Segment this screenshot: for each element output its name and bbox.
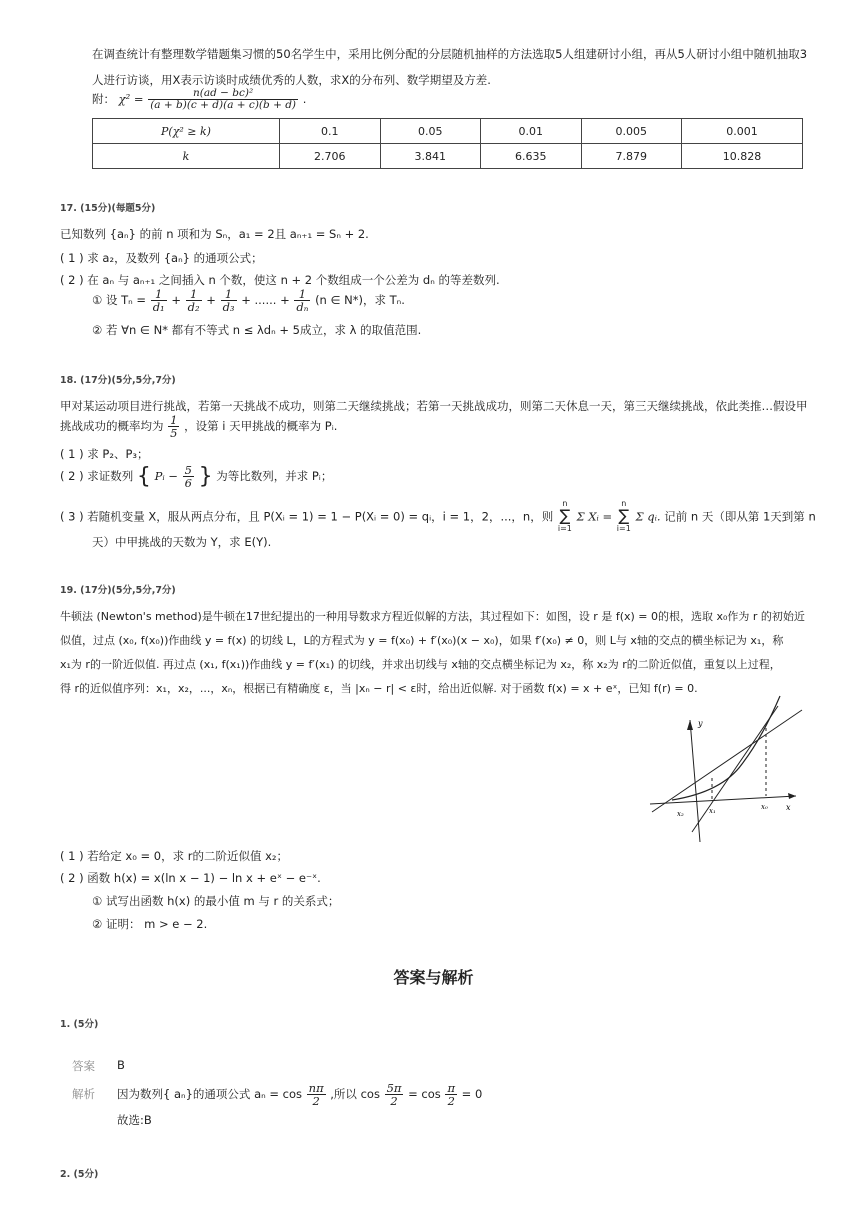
x2-label: x₂ [677, 810, 684, 818]
table-header-k: k [93, 144, 280, 169]
q18-frac: $\frac{1}{5}$ [170, 413, 178, 441]
q17-plus: + [206, 293, 216, 308]
table-cell: 0.001 [682, 119, 803, 144]
table-cell: 2.706 [280, 144, 381, 169]
table-cell: 6.635 [481, 144, 582, 169]
q19-stem-4: 得 r的近似值序列：x₁，x₂，...，xₙ，根据已有精确度 ε，当 |xₙ − r| < ε时，给出近似解. 对于函数 f(x) = x + eˣ，已知 f(r) = 0. [60, 682, 698, 695]
answer-value: B [117, 1058, 125, 1072]
q19-stem-2: 似值，过点 (x₀, f(x₀))作曲线 y = f(x) 的切线 L，L的方程式为 y = f(x₀) + f′(x₀)(x − x₀)，如果 f′(x₀) ≠ 0，则 L与 x轴的交点的横坐标记为 x₁，称 [60, 634, 784, 647]
q18-stem-1: 甲对某运动项目进行挑战，若第一天挑战不成功，则第二天继续挑战；若第一天挑战成功，则第二天休息一天，第三天继续挑战，依此类推…假设甲 [60, 399, 808, 413]
x1-label: x₁ [709, 807, 716, 815]
x-axis-arrow-icon [788, 793, 796, 799]
q19-stem-1: 牛顿法 (Newton's method)是牛顿在17世纪提出的一种用导数求方程近似解的方法，其过程如下：如图，设 r 是 f(x) = 0的根，选取 x₀作为 r 的初始近 [60, 610, 805, 623]
q17-frac: $\frac{1}{\text{d₁}}$ [152, 287, 165, 315]
answer-1-header: 1. (5分) [60, 1019, 99, 1030]
sum-limits: n ∑ i=1 [616, 499, 631, 534]
table-cell: 3.841 [380, 144, 481, 169]
analysis-pre: 因为数列{ aₙ}的通项公式 aₙ = cos [117, 1087, 302, 1102]
q17-stem: 已知数列 {aₙ} 的前 n 项和为 Sₙ，a₁ = 2且 aₙ₊₁ = Sₙ + 2. [60, 227, 369, 241]
formula-denominator: (a + b)(c + d)(a + c)(b + d) [150, 99, 297, 112]
table-cell: 0.005 [581, 119, 682, 144]
q18-p2-inner: Pᵢ − [154, 469, 178, 484]
q18-p2-post: 为等比数列，并求 Pᵢ； [216, 469, 333, 484]
analysis-label: 解析 [72, 1087, 95, 1101]
analysis-end: = 0 [461, 1087, 483, 1102]
q18-stem2-post: ，设第 i 天甲挑战的概率为 Pᵢ. [184, 419, 338, 434]
q18-stem-2 [60, 414, 337, 439]
table-cell: 0.1 [280, 119, 381, 144]
q18-p3-pre: ( 3 ) 若随机变量 X，服从两点分布，且 P(Xᵢ = 1) = 1 − P(Xᵢ = 0) = qᵢ，i = 1，2，...，n，则 [60, 509, 554, 524]
brace-close-icon: } [198, 464, 213, 490]
table-cell: 7.879 [581, 144, 682, 169]
intro-line-1: 在调查统计有整理数学错题集习惯的50名学生中，采用比例分配的分层随机抽样的方法选取5人组建研讨小组，再从5人研讨小组中随机抽取3 [92, 47, 808, 61]
intro-line-2: 人进行访谈，用X表示访谈时成绩优秀的人数，求X的分布列、数学期望及方差. [92, 73, 491, 87]
q18-sum1: Σ Xᵢ = [576, 509, 613, 524]
answer-label: 答案 [72, 1059, 95, 1073]
q17-part-1: ( 1 ) 求 a₂，及数列 {aₙ} 的通项公式； [60, 251, 263, 265]
analysis-frac: $\frac{\pi}{2}$ [447, 1081, 456, 1109]
q18-part-2 [60, 464, 332, 489]
formula-numerator: n(ad − bc)² [148, 88, 298, 100]
q19-part-2: ( 2 ) 函数 h(x) = x(ln x − 1) − ln x + eˣ − e⁻ˣ. [60, 871, 321, 885]
q18-part-1: ( 1 ) 求 P₂、P₃； [60, 447, 149, 461]
table-row [93, 119, 803, 144]
q18-sum2: Σ qᵢ. [635, 509, 661, 524]
table-cell: 10.828 [682, 144, 803, 169]
q17-frac: $\frac{1}{\text{d₃}}$ [222, 287, 235, 315]
analysis-frac: $\frac{5\pi}{2}$ [386, 1081, 402, 1109]
x0-label: x₀ [761, 803, 768, 811]
answers-title: 答案与解析 [393, 968, 474, 987]
x-label: x [786, 803, 791, 812]
analysis-frac: $\frac{n\pi}{2}$ [308, 1081, 324, 1109]
tangent-line-1 [692, 706, 778, 832]
q17-sub-2: ② 若 ∀n ∈ N* 都有不等式 n ≤ λdₙ + 5成立，求 λ 的取值范围. [92, 323, 422, 337]
chi-square-formula [92, 88, 306, 111]
table-cell: 0.01 [481, 119, 582, 144]
analysis-choose: 故选:B [117, 1113, 152, 1127]
appendix-label: 附： [92, 92, 115, 107]
y-label: y [698, 719, 703, 728]
q17-plus: + [171, 293, 181, 308]
q17-part-2: ( 2 ) 在 aₙ 与 aₙ₊₁ 之间插入 n 个数，使这 n + 2 个数组成一个公差为 dₙ 的等差数列. [60, 273, 500, 287]
q17-sub1-post: (n ∈ N*)，求 Tₙ. [315, 293, 405, 308]
q18-frac: $\frac{5}{6}$ [184, 463, 192, 491]
q18-header: 18. (17分)(5分,5分,7分) [60, 375, 176, 386]
answer-2-header: 2. (5分) [60, 1169, 99, 1180]
formula-fraction [148, 88, 298, 111]
analysis-text [117, 1082, 482, 1107]
q19-sub-2: ② 证明： m > e − 2. [92, 917, 208, 931]
brace-open-icon: { [136, 464, 151, 490]
table-header-p: P(χ² ≥ k) [93, 119, 280, 144]
q17-header: 17. (15分)(每题5分) [60, 203, 156, 214]
y-axis-arrow-icon [687, 720, 693, 730]
x-axis [650, 796, 796, 804]
newton-method-figure [640, 692, 810, 844]
q19-part-1: ( 1 ) 若给定 x₀ = 0，求 r的二阶近似值 x₂； [60, 849, 289, 863]
analysis-eq: = cos [408, 1087, 441, 1102]
curve [672, 696, 780, 800]
q17-frac: $\frac{1}{\text{d₂}}$ [187, 287, 200, 315]
q18-p2-pre: ( 2 ) 求证数列 [60, 469, 134, 484]
q19-header: 19. (17分)(5分,5分,7分) [60, 585, 176, 596]
table-cell: 0.05 [380, 119, 481, 144]
q17-sub1-pre: ① 设 Tₙ = [92, 293, 147, 308]
analysis-mid: ,所以 cos [330, 1087, 380, 1102]
q17-dots: + ...... + [241, 293, 290, 308]
q17-frac: $\frac{1}{\text{dₙ}}$ [296, 287, 309, 315]
q19-stem-3: x₁为 r的一阶近似值. 再过点 (x₁, f(x₁))作曲线 y = f′(x₁) 的切线，并求出切线与 x轴的交点横坐标记为 x₂，称 x₂为 r的二阶近似值，重复以上过程， [60, 658, 781, 671]
q17-sub-1 [92, 288, 405, 313]
formula-end: . [302, 92, 307, 107]
q18-part-3 [60, 500, 816, 534]
q19-sub-1: ① 试写出函数 h(x) 的最小值 m 与 r 的关系式； [92, 894, 340, 908]
q18-p3-post: 记前 n 天（即从第 1天到第 n [664, 509, 816, 524]
critical-value-table [92, 118, 803, 169]
formula-lhs: χ² = [118, 92, 144, 107]
q18-stem2-pre: 挑战成功的概率均为 [60, 419, 164, 434]
sum-limits: n ∑ i=1 [557, 499, 572, 534]
table-row [93, 144, 803, 169]
q18-part-3-line-2: 天）中甲挑战的天数为 Y，求 E(Y). [92, 535, 272, 549]
y-axis [690, 720, 700, 842]
